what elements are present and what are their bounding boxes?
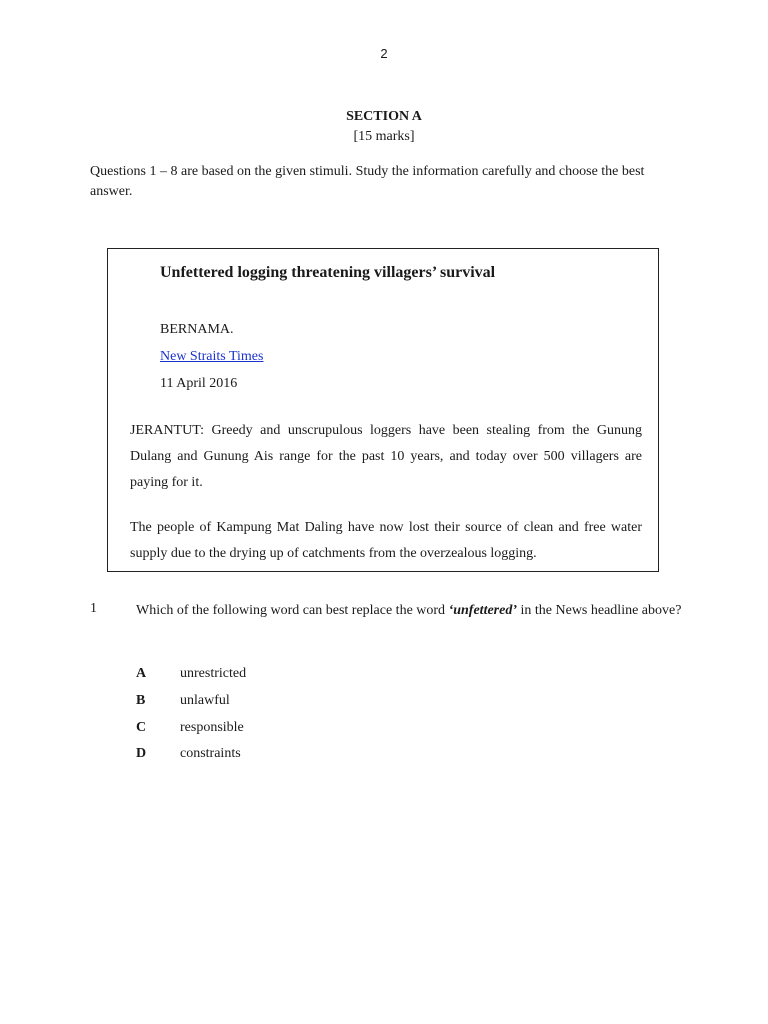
option-text: constraints xyxy=(180,746,241,761)
option-letter: B xyxy=(136,693,146,708)
option-c[interactable] xyxy=(136,720,336,740)
option-b[interactable] xyxy=(136,693,336,713)
article-paragraph: The people of Kampung Mat Daling have now lost their source of clean and free water supply due to the drying up of catchments from the overzealous logging. xyxy=(130,520,642,561)
article-headline: Unfettered logging threatening villagers’ survival xyxy=(160,264,496,281)
article-source-link[interactable]: New Straits Times xyxy=(160,349,264,364)
question-text xyxy=(136,597,684,624)
option-letter: C xyxy=(136,720,147,735)
option-text: responsible xyxy=(180,720,244,735)
section-marks: [15 marks] xyxy=(353,129,415,144)
instructions-text: Questions 1 – 8 are based on the given stimuli. Study the information carefully and choose the best answer. xyxy=(90,164,645,199)
option-letter: A xyxy=(136,666,147,681)
option-text: unrestricted xyxy=(180,666,247,681)
option-a[interactable] xyxy=(136,666,336,686)
option-letter: D xyxy=(136,746,147,761)
question-keyword: ‘unfettered’ xyxy=(448,603,517,618)
article-date: 11 April 2016 xyxy=(160,376,238,391)
article-agency: BERNAMA. xyxy=(160,322,234,337)
section-title: SECTION A xyxy=(346,109,422,124)
question-text-before: Which of the following word can best replace the word xyxy=(136,603,449,618)
question-text-after: in the News headline above? xyxy=(517,603,682,618)
option-text: unlawful xyxy=(180,693,230,708)
question-number: 1 xyxy=(90,601,97,616)
article-paragraph: JERANTUT: Greedy and unscrupulous loggers have been stealing from the Gunung Dulang and Gunung Ais range for the past 10 years, and today over 500 villagers are paying for it. xyxy=(130,423,642,490)
option-d[interactable] xyxy=(136,746,336,766)
page-number: 2 xyxy=(380,46,388,61)
